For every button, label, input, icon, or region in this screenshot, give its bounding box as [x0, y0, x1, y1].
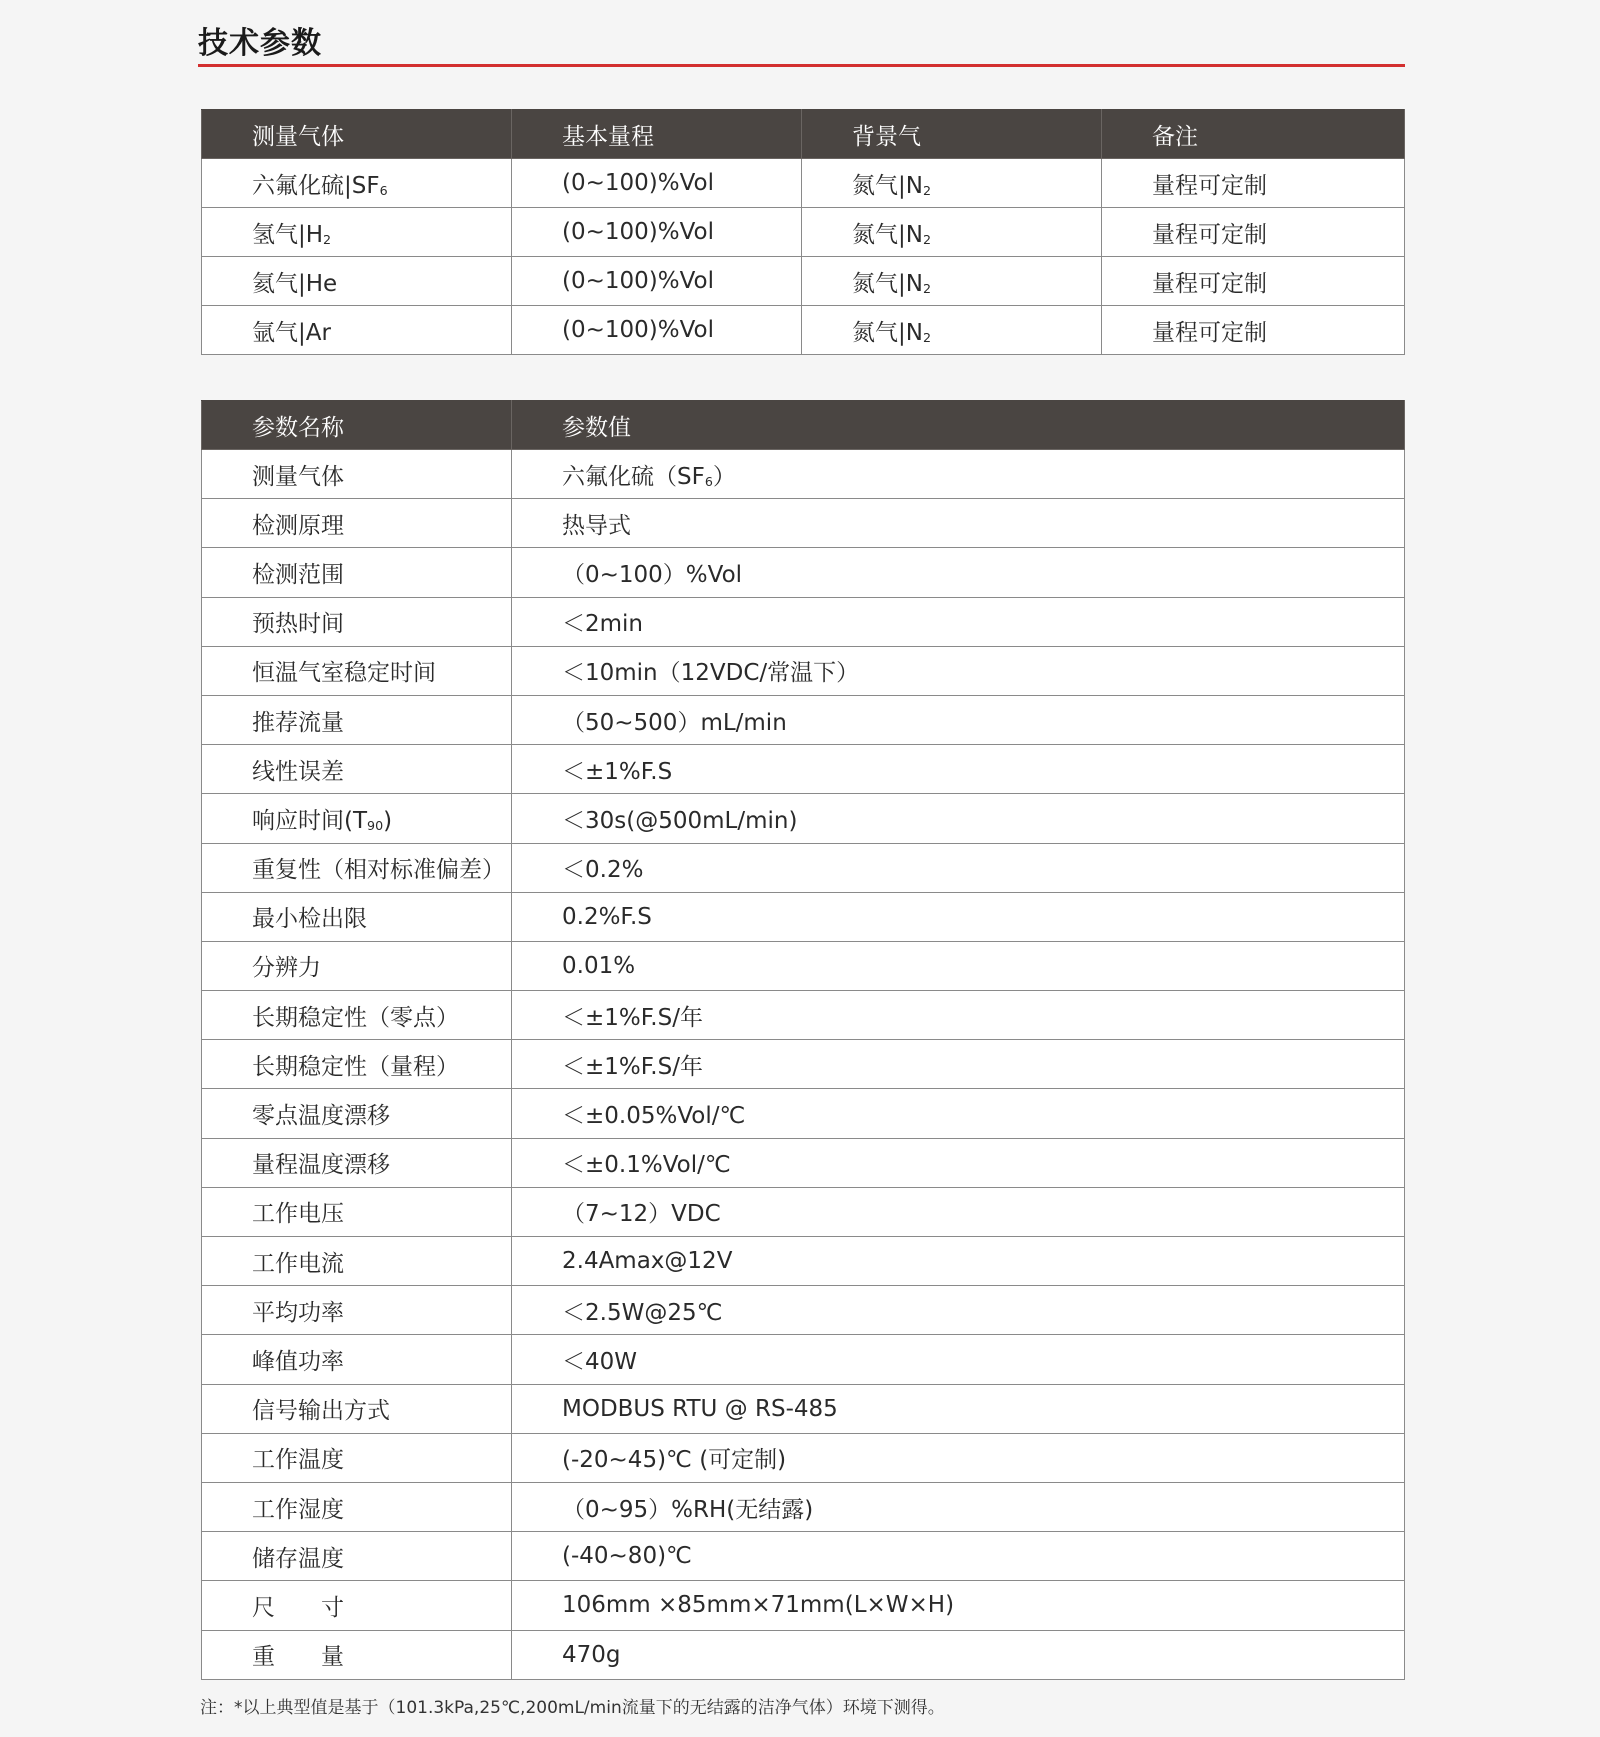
range-cell: [512, 257, 802, 306]
background-cell: [802, 159, 1102, 208]
param-value: ＜±1%F.S/年: [562, 1004, 703, 1031]
table-row: [202, 306, 1405, 355]
param-value: 470g: [562, 1641, 621, 1668]
gas-header-note: 备注: [1102, 110, 1405, 159]
note-cell: [1102, 208, 1405, 257]
param-name: 恒温气室稳定时间: [252, 660, 436, 687]
param-name-cell: [202, 991, 512, 1040]
param-value: 0.01%: [562, 952, 636, 979]
param-value-cell: [512, 843, 1405, 892]
table-row: [202, 1384, 1405, 1433]
param-name-cell: [202, 1138, 512, 1187]
param-name-cell: [202, 1532, 512, 1581]
gas-range-table: [201, 109, 1405, 355]
param-value-cell: [512, 1040, 1405, 1089]
param-name-cell: [202, 1089, 512, 1138]
range-value: (0~100)%Vol: [562, 317, 715, 343]
param-name: 分辨力: [252, 955, 321, 982]
footnote: 注：*以上典型值是基于（101.3kPa,25℃,200mL/min流量下的无结露的洁净气体）环境下测得。: [200, 1698, 945, 1718]
param-header-value: 参数值: [512, 401, 1405, 450]
param-value: ＜±0.05%Vol/℃: [562, 1103, 746, 1130]
section-title: 技术参数: [198, 26, 322, 61]
param-name: 线性误差: [252, 758, 344, 785]
param-name: 储存温度: [252, 1545, 344, 1572]
gas-cell: [202, 159, 512, 208]
background-subscript: 2: [922, 182, 932, 198]
table-row: [202, 843, 1405, 892]
param-value-cell: [512, 1089, 1405, 1138]
background-cell: [802, 306, 1102, 355]
param-value: （7~12）VDC: [562, 1201, 721, 1228]
param-value-cell: [512, 1433, 1405, 1482]
table-row: [202, 1433, 1405, 1482]
param-name-cell: [202, 1384, 512, 1433]
param-name-cell: [202, 1630, 512, 1679]
range-cell: [512, 306, 802, 355]
param-value-cell: [512, 1237, 1405, 1286]
table-row: [202, 1335, 1405, 1384]
param-name-cell: [202, 1581, 512, 1630]
param-value: 106mm ×85mm×71mm(L×W×H): [562, 1592, 955, 1619]
param-name-cell: [202, 499, 512, 548]
param-value: ＜±0.1%Vol/℃: [562, 1152, 731, 1179]
note-cell: [1102, 306, 1405, 355]
param-value: 0.2%F.S: [562, 903, 652, 930]
table-row: [202, 548, 1405, 597]
gas-name: 氢气|H: [252, 221, 324, 248]
param-name: 平均功率: [252, 1299, 344, 1326]
table-row: [202, 1581, 1405, 1630]
table-row: [202, 159, 1405, 208]
param-name: 测量气体: [252, 463, 344, 490]
param-name: 工作湿度: [252, 1496, 344, 1523]
background-cell: [802, 257, 1102, 306]
background-subscript: 2: [922, 329, 932, 345]
param-name-cell: [202, 794, 512, 843]
table-row: [202, 1482, 1405, 1531]
gas-name: 氦气|He: [252, 270, 338, 297]
param-name-cell: [202, 941, 512, 990]
param-name-cell: [202, 646, 512, 695]
param-value-subscript: 6: [704, 473, 713, 489]
param-name: 峰值功率: [252, 1348, 344, 1375]
param-value-cell: [512, 499, 1405, 548]
background-cell: [802, 208, 1102, 257]
table-row: [202, 991, 1405, 1040]
param-value: (-40~80)℃: [562, 1543, 692, 1570]
param-value: (-20~45)℃ (可定制): [562, 1447, 787, 1474]
param-name-cell: [202, 843, 512, 892]
param-name: 工作电压: [252, 1201, 344, 1228]
param-value: ＜30s(@500mL/min): [562, 807, 798, 834]
param-value-cell: [512, 1335, 1405, 1384]
param-name: 重 量: [252, 1644, 344, 1671]
param-name: 检测原理: [252, 512, 344, 539]
param-value-cell: [512, 941, 1405, 990]
range-value: (0~100)%Vol: [562, 219, 715, 245]
table-row: [202, 941, 1405, 990]
table-row: [202, 745, 1405, 794]
gas-header-basic-range: 基本量程: [512, 110, 802, 159]
param-value-cell: [512, 1138, 1405, 1187]
table-row: [202, 597, 1405, 646]
param-name-cell: [202, 892, 512, 941]
param-name: 工作电流: [252, 1250, 344, 1277]
param-name-cell: [202, 1187, 512, 1236]
param-name-cell: [202, 597, 512, 646]
range-cell: [512, 208, 802, 257]
param-value: （0~95）%RH(无结露): [562, 1496, 814, 1523]
range-cell: [512, 159, 802, 208]
range-value: (0~100)%Vol: [562, 170, 715, 196]
gas-header-measured-gas: 测量气体: [202, 110, 512, 159]
table-row: [202, 794, 1405, 843]
parameter-table: [201, 400, 1405, 1680]
param-name-cell: [202, 1040, 512, 1089]
gas-cell: [202, 306, 512, 355]
table-row: [202, 1187, 1405, 1236]
note-value: 量程可定制: [1152, 172, 1267, 199]
param-name-cell: [202, 1482, 512, 1531]
param-value-cell: [512, 1187, 1405, 1236]
background-gas: 氮气|N: [852, 319, 923, 346]
param-value: 2.4Amax@12V: [562, 1248, 733, 1275]
param-value-cell: [512, 695, 1405, 744]
param-name-cell: [202, 695, 512, 744]
param-table-header-row: [202, 401, 1405, 450]
param-name-cell: [202, 1335, 512, 1384]
param-value: 热导式: [562, 512, 631, 539]
table-row: [202, 646, 1405, 695]
table-row: [202, 1532, 1405, 1581]
param-name-subscript: 90: [367, 817, 384, 833]
param-value: MODBUS RTU @ RS-485: [562, 1395, 838, 1422]
param-value-cell: [512, 794, 1405, 843]
param-value: ＜10min（12VDC/常温下）: [562, 660, 860, 687]
param-name: 长期稳定性（量程）: [252, 1053, 459, 1080]
param-value: （50~500）mL/min: [562, 709, 787, 736]
param-name-cell: [202, 450, 512, 499]
param-value: ＜40W: [562, 1348, 638, 1375]
param-name: 重复性（相对标准偏差）: [252, 857, 505, 884]
param-name-cell: [202, 1237, 512, 1286]
param-value: ＜±1%F.S/年: [562, 1053, 703, 1080]
param-value-cell: [512, 548, 1405, 597]
background-gas: 氮气|N: [852, 221, 923, 248]
param-value-cell: [512, 1384, 1405, 1433]
gas-table-header-row: [202, 110, 1405, 159]
table-row: [202, 208, 1405, 257]
note-cell: [1102, 159, 1405, 208]
param-value: ＜±1%F.S: [562, 758, 673, 785]
table-row: [202, 695, 1405, 744]
table-row: [202, 257, 1405, 306]
param-value: ＜0.2%: [562, 857, 644, 884]
background-subscript: 2: [922, 280, 932, 296]
table-row: [202, 1040, 1405, 1089]
gas-name: 六氟化硫|SF: [252, 172, 380, 199]
param-name: 最小检出限: [252, 906, 367, 933]
title-divider: [198, 64, 1405, 67]
param-name: 信号输出方式: [252, 1398, 390, 1425]
param-name-cell: [202, 745, 512, 794]
background-gas: 氮气|N: [852, 270, 923, 297]
range-value: (0~100)%Vol: [562, 268, 715, 294]
note-value: 量程可定制: [1152, 319, 1267, 346]
table-row: [202, 1286, 1405, 1335]
param-value-cell: [512, 892, 1405, 941]
param-name: 长期稳定性（零点）: [252, 1004, 459, 1031]
param-name: 尺 寸: [252, 1594, 344, 1621]
param-header-name: 参数名称: [202, 401, 512, 450]
note-value: 量程可定制: [1152, 270, 1267, 297]
param-name-cell: [202, 1433, 512, 1482]
param-value-cell: [512, 991, 1405, 1040]
background-gas: 氮气|N: [852, 172, 923, 199]
param-value-cell: [512, 646, 1405, 695]
param-name-cell: [202, 1286, 512, 1335]
table-row: [202, 450, 1405, 499]
gas-header-background-gas: 背景气: [802, 110, 1102, 159]
param-value: （0~100）%Vol: [562, 561, 743, 588]
note-cell: [1102, 257, 1405, 306]
param-value: ＜2min: [562, 611, 644, 638]
background-subscript: 2: [922, 231, 932, 247]
param-value-cell: [512, 1286, 1405, 1335]
param-name: 工作温度: [252, 1447, 344, 1474]
param-name: 零点温度漂移: [252, 1103, 390, 1130]
gas-subscript: 2: [323, 231, 332, 247]
note-value: 量程可定制: [1152, 221, 1267, 248]
gas-cell: [202, 257, 512, 306]
param-name-cell: [202, 548, 512, 597]
param-name-tail: ): [383, 807, 393, 834]
table-row: [202, 1237, 1405, 1286]
table-row: [202, 1138, 1405, 1187]
gas-name: 氩气|Ar: [252, 319, 331, 346]
param-name: 推荐流量: [252, 709, 344, 736]
param-name: 量程温度漂移: [252, 1152, 390, 1179]
param-value-cell: [512, 597, 1405, 646]
table-row: [202, 499, 1405, 548]
param-value: ＜2.5W@25℃: [562, 1299, 723, 1326]
gas-cell: [202, 208, 512, 257]
param-value-cell: [512, 1482, 1405, 1531]
table-row: [202, 1630, 1405, 1679]
param-name: 响应时间(T: [252, 807, 368, 834]
param-value-cell: [512, 1532, 1405, 1581]
gas-subscript: 6: [379, 182, 388, 198]
table-row: [202, 892, 1405, 941]
param-value-cell: [512, 450, 1405, 499]
param-value-tail: ）: [712, 463, 736, 490]
param-value-cell: [512, 1581, 1405, 1630]
table-row: [202, 1089, 1405, 1138]
param-value-cell: [512, 745, 1405, 794]
param-name: 检测范围: [252, 561, 344, 588]
param-value-cell: [512, 1630, 1405, 1679]
param-name: 预热时间: [252, 611, 344, 638]
param-value: 六氟化硫（SF: [562, 463, 705, 490]
